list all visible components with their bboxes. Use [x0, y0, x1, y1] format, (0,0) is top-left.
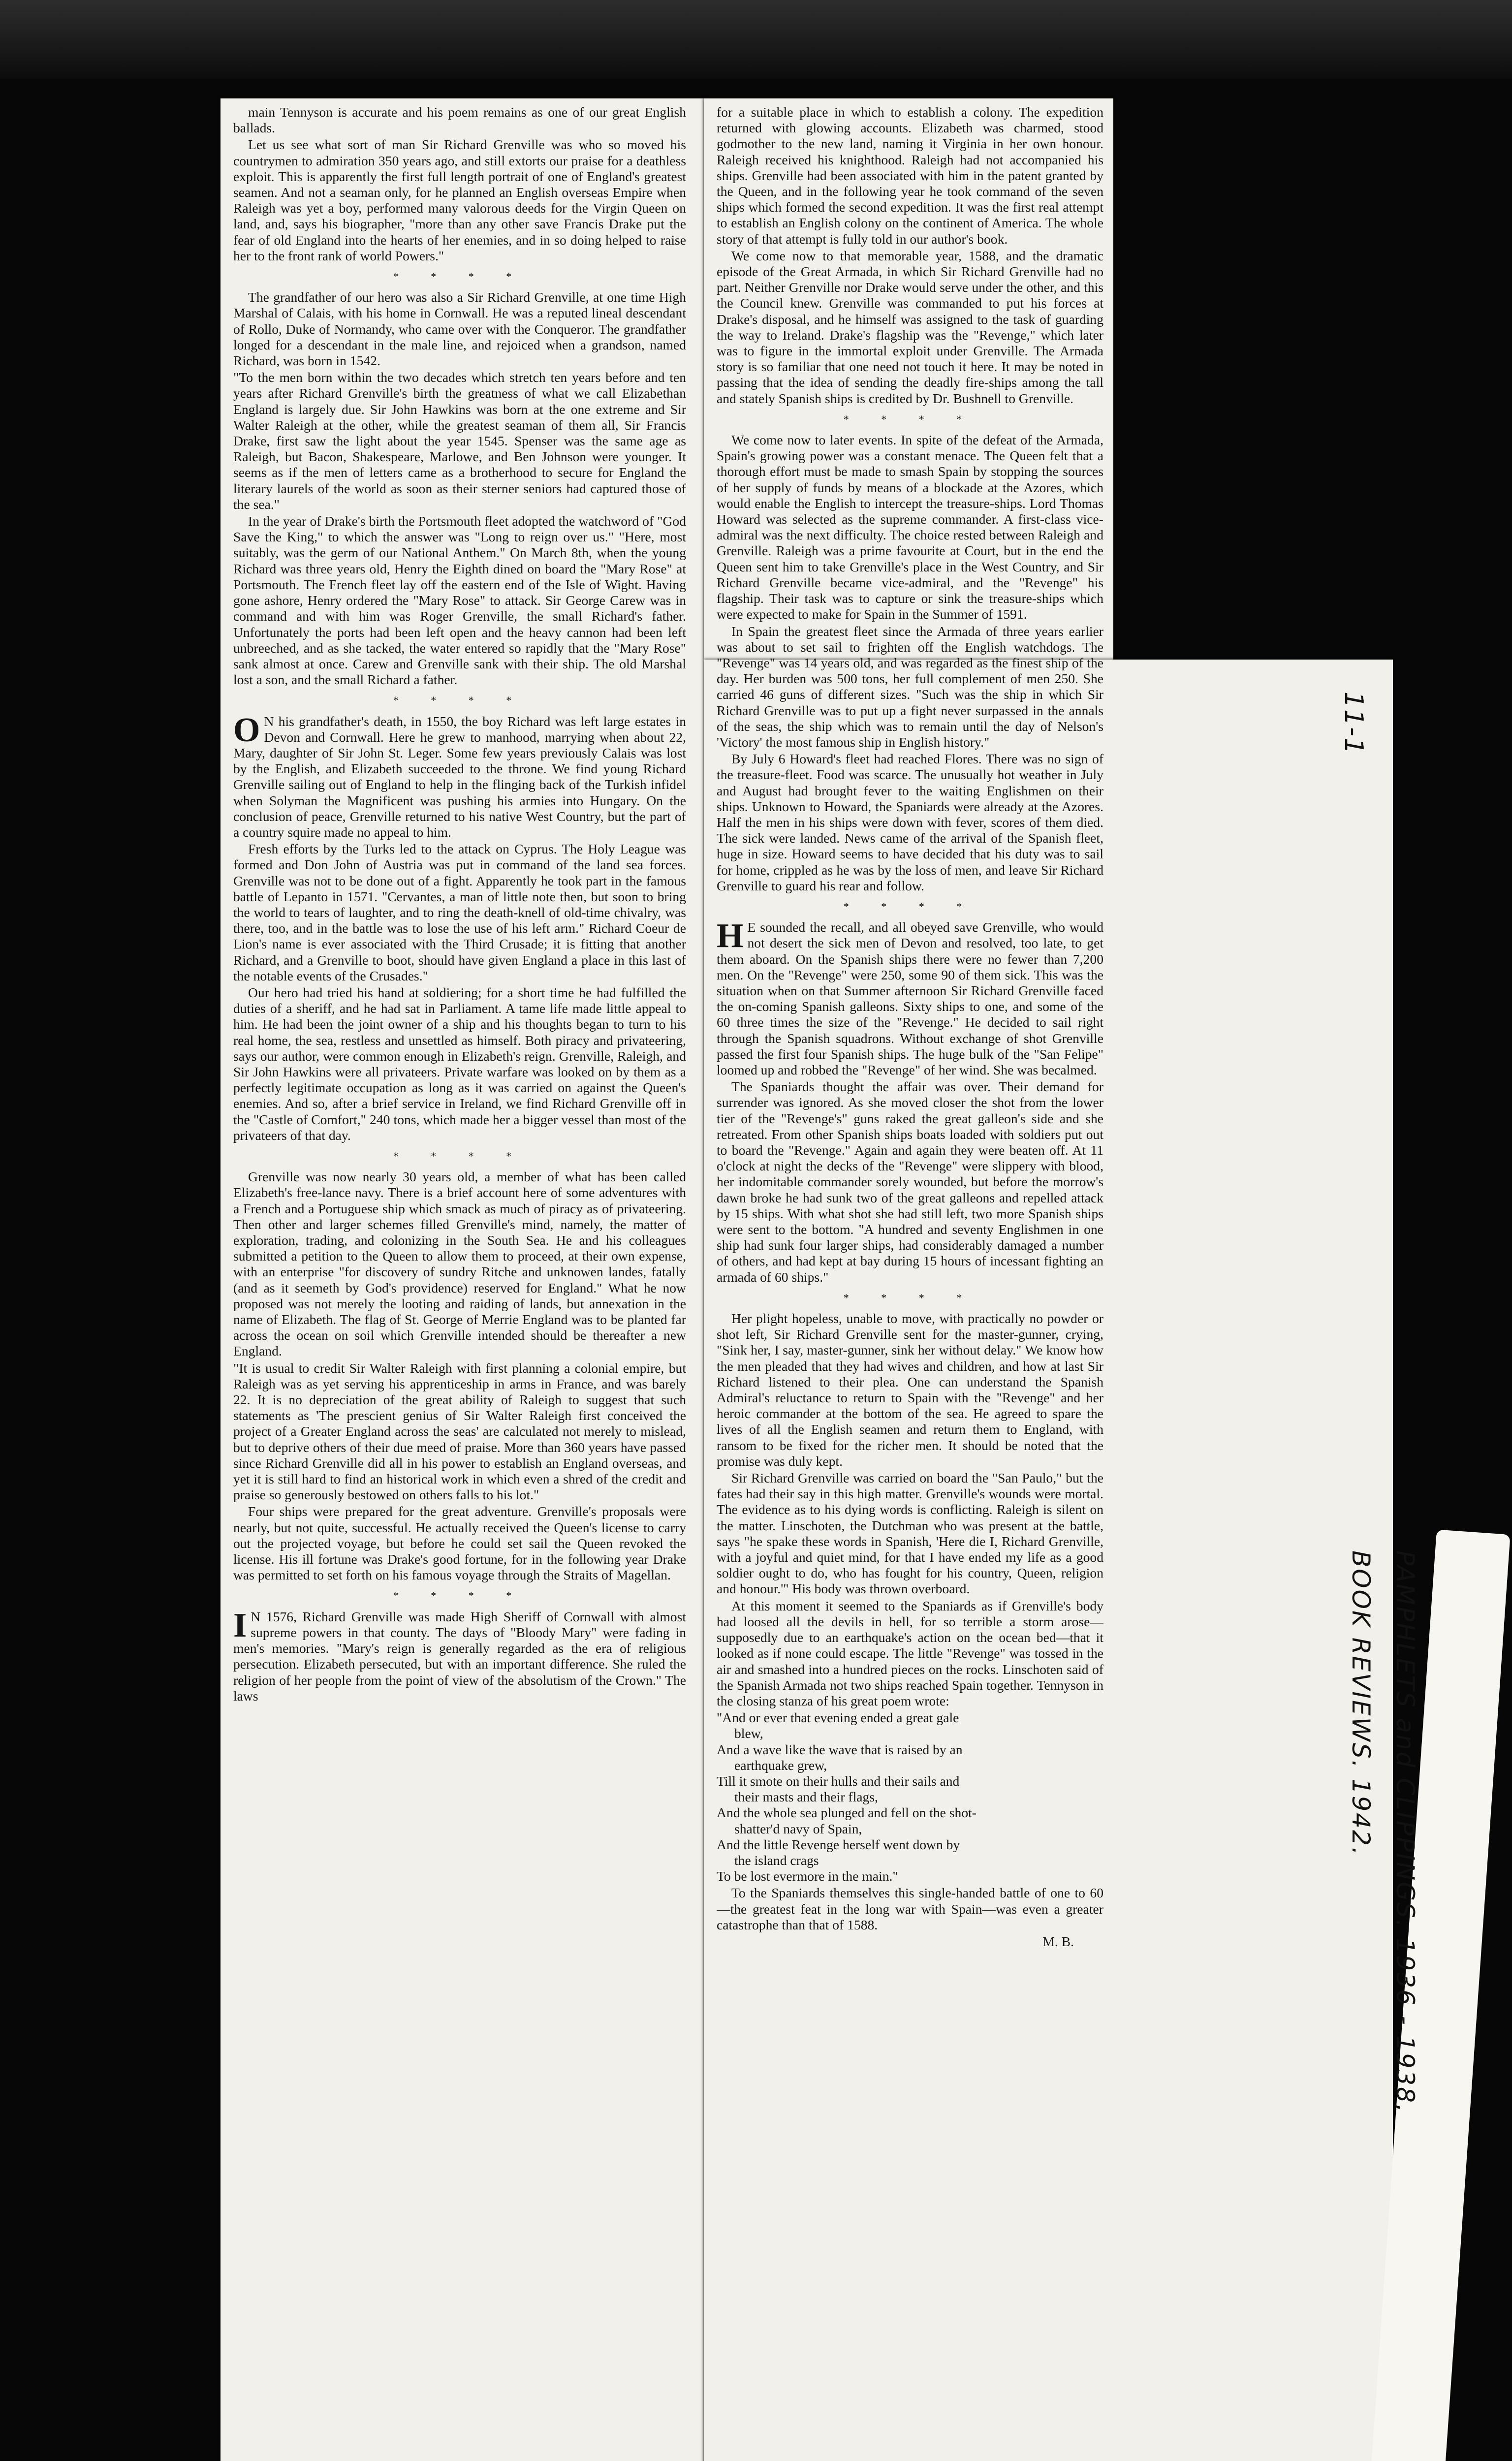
paragraph-with-dropcap: [717, 919, 1103, 1078]
paragraph: The grandfather of our hero was also a Sir Richard Grenville, at one time High Marshal of Calais, with his home in Cornwall. He was a reputed lineal descendant of Rollo, Duke of Normandy, who came over with the Conqueror. The grandfather longed for a descendant in the male line, and rejoiced when a grandson, named Richard, was born in 1542.: [233, 289, 686, 369]
block-quote: "To the men born within the two decades which stretch ten years before and ten years after Richard Grenville's birth the greatness of what we call Elizabethan England is largely due. Sir John Hawkins was born at the one extreme and Sir Walter Raleigh at the other, while the greatest seaman of them all, Sir Francis Drake, first saw the light about the year 1545. Spenser was the same age as Raleigh, but Bacon, Shakespeare, Marlowe, and Ben Johnson were younger. It seems as if the men of letters came as a brotherhood to secure for England the literary laurels of the world as soon as their sterner seniors had captured those of the sea.": [233, 370, 686, 512]
section-divider: * * * *: [843, 1291, 977, 1304]
paragraph: We come now to later events. In spite of the defeat of the Armada, Spain's growing power was a constant menace. The Queen felt that a thorough effort must be made to smash Spain by stopping the sources of her supply of funds by means of a blockade at the Azores, which would enable the English to intercept the treasure-ships. Lord Thomas Howard was selected as the supreme commander. A first-class vice-admiral was the next difficulty. The choice rested between Raleigh and Grenville. Raleigh was a prime favourite at Court, but in the end the Queen sent him to take Grenville's place in the West Country, and Sir Richard Grenville became vice-admiral, and the "Revenge" his flagship. Their task was to capture or sink the treasure-ships which were expected to make for Spain in the Summer of 1591.: [717, 432, 1103, 622]
paragraph-text: E sounded the recall, and all obeyed save Grenville, who would not desert the sick men of Devon and resolved, too late, to get them aboard. On the Spanish ships there were no fewer than 7,200 men. On the "Revenge" were 250, some 90 of them sick. This was the situation when on that Summer afternoon Sir Richard Grenville faced the on-coming Spanish galleons. Sixty ships to one, and some of the 60 three times the size of the "Revenge." He decided to sail right through the Spanish squadrons. Without exchange of shot Grenville passed the first four Spanish ships. The huge bulk of the "San Felipe" loomed up and robbed the "Revenge" of her wind. She was becalmed.: [717, 919, 1103, 1077]
section-divider: * * * *: [843, 412, 977, 425]
paragraph: main Tennyson is accurate and his poem remains as one of our great English ballads.: [233, 104, 686, 136]
side-label-line: PAMPHLETS and CLIPPINGS. 1936 - 1938,: [1391, 1550, 1419, 2114]
poem-line: Till it smote on their hulls and their sails and: [717, 1773, 960, 1789]
poem-line: And a wave like the wave that is raised by an: [717, 1741, 963, 1757]
poem-line: And the whole sea plunged and fell on the shot-: [717, 1805, 976, 1821]
side-label-line: BOOK REVIEWS. 1942.: [1347, 1550, 1375, 1857]
poem-line: earthquake grew,: [734, 1757, 827, 1773]
handwritten-side-label: [1339, 1550, 1427, 2114]
block-quote: "It is usual to credit Sir Walter Raleigh with first planning a colonial empire, but Raleigh was as yet serving his apprenticeship in arms in France, and was barely 22. It is no depreciation of the great ability of Raleigh to suggest that such statements as 'The prescient genius of Sir Walter Raleigh first conceived the project of a Greater England across the seas' are calculated not merely to mislead, but to deprive others of their due meed of praise. More than 360 years have passed since Richard Grenville did all in his power to establish an England overseas, and yet it is still hard to find an historical work in which even a shred of the credit and praise so generously bestowed on others falls to his lot.": [233, 1360, 686, 1503]
paragraph-with-dropcap: [233, 711, 686, 841]
poem-line: their masts and their flags,: [734, 1789, 878, 1805]
paragraph: In Spain the greatest fleet since the Armada of three years earlier was about to set sail to frighten off the English watchdogs. The "Revenge" was 14 years old, and was regarded as the finest ship of the day. Her burden was 500 tons, her full complement of men 250. She carried 46 guns of different sizes. "Such was the ship in which Sir Richard Grenville was to put up a fight never surpassed in the annals of the seas, the ship which was to remain until the day of Nelson's 'Victory' the most famous ship in English history.": [717, 623, 1103, 750]
handwritten-page-number: 11-1: [1339, 692, 1368, 756]
paragraph: Let us see what sort of man Sir Richard Grenville was who so moved his countrymen to admiration 350 years ago, and still extorts our praise for a deathless exploit. This is apparently the first full length portrait of one of England's greatest seamen. And not a seaman only, for he planned an English overseas Empire when Raleigh was yet a boy, performed many valorous deeds for the Virgin Queen on land, and, says his biographer, "more than any other save Francis Drake put the fear of old England into the hearts of her enemies, and in so doing helped to raise her to the front rank of world Powers.": [233, 137, 686, 263]
paragraph: At this moment it seemed to the Spaniards as if Grenville's body had loosed all the devils in hell, for so terrible a storm arose—supposedly due to an earthquake's action on the ocean bed—that it looked as if none could escape. The little "Revenge" was tossed in the air and smashed into a hundred pieces on the rocks. Linschoten said of the Spanish Armada not two ships reached Spain together. Tennyson in the closing stanza of his great poem wrote:: [717, 1598, 1103, 1708]
paragraph-with-dropcap: [233, 1606, 686, 1704]
paragraph: Fresh efforts by the Turks led to the attack on Cyprus. The Holy League was formed and Don John of Austria was put in command of the land sea forces. Grenville was not to be done out of a fight. Apparently he took part in the famous battle of Lepanto in 1571. "Cervantes, a man of little note then, but soon to bring the world to tears of laughter, and to ring the death-knell of old-time chivalry, was there, too, and in the battle was to lose the use of his left arm." Richard Coeur de Lion's name is ever associated with the Third Crusade; it is fitting that another Richard, and a Grenville to boot, should have given England a place in this last of the notable events of the Crusades.": [233, 841, 686, 983]
drop-cap: O: [233, 711, 260, 749]
section-divider: * * * *: [393, 1589, 527, 1602]
drop-cap: H: [717, 917, 744, 955]
paragraph: By July 6 Howard's fleet had reached Flores. There was no sign of the treasure-fleet. Food was scarce. The unusually hot weather in July and August had brought fever to the waiting Englishmen on their ships. Unknown to Howard, the Spaniards were already at the Azores. Half the men in his ships were down with fever, scores of them died. The sick were landed. News came of the arrival of the Spanish fleet, huge in size. Howard seems to have decided that his duty was to sail for home, crippled as he was by the loss of men, and leave Sir Richard Grenville to guard his rear and follow.: [717, 751, 1103, 893]
poem-line: the island crags: [734, 1852, 819, 1868]
poem-line: To be lost evermore in the main.": [717, 1868, 898, 1884]
poem-line: "And or ever that evening ended a great gale: [717, 1710, 959, 1726]
paragraph: We come now to that memorable year, 1588, and the dramatic episode of the Great Armada, in which Sir Richard Grenville had no part. Neither Grenville nor Drake would serve under the other, and this the Council knew. Grenville was commanded to put his forces at Drake's disposal, and he himself was assigned to the task of guarding the way to Ireland. Drake's flagship was the "Revenge," which later was to figure in the immortal exploit under Grenville. The Armada story is so familiar that one need not touch it here. It may be noted in passing that the idea of sending the deadly fire-ships among the tall and stately Spanish ships is credited by Dr. Bushnell to Grenville.: [717, 248, 1103, 406]
paragraph-text: N his grandfather's death, in 1550, the boy Richard was left large estates in Devon and Cornwall. Here he grew to manhood, marrying when about 22, Mary, daughter of Sir John St. Leger. Some few years previously Calais was lost by the English, and Elizabeth succeeded to the throne. We find young Richard Grenville sailing out of England to help in the flinging back of the Turkish infidel when Solyman the Magnificent was pushing his armies into Hungary. On the conclusion of peace, Grenville returned to his native West Country, but the part of a country squire made no appeal to him.: [233, 713, 686, 840]
paragraph: To the Spaniards themselves this single-handed battle of one to 60—the greatest feat in the long war with Spain—was even a greater catastrophe than that of 1588.: [717, 1885, 1103, 1932]
poem-stanza: [717, 1710, 1103, 1884]
section-divider: * * * *: [843, 900, 977, 913]
article-column-left: [233, 104, 686, 2461]
paragraph: Our hero had tried his hand at soldiering; for a short time he had fulfilled the duties of a sheriff, and he had sat in Parliament. A tame life made little appeal to him. He had been the joint owner of a ship and his thoughts began to turn to his real home, the sea, restless and unsettled as himself. Both piracy and privateering, says our author, were common enough in Elizabeth's reign. Grenville, Raleigh, and Sir John Hawkins were all privateers. Private warfare was looked on by them as a perfectly legitimate occupation as long as it was carried on against the Queen's enemies. And so, after a brief service in Ireland, we find Richard Grenville off in the "Castle of Comfort," 240 tons, which made her a bigger vessel than most of the privateers of that day.: [233, 984, 686, 1143]
article-column-right: [717, 104, 1103, 2461]
poem-line: And the little Revenge herself went down by: [717, 1836, 960, 1852]
paragraph: The Spaniards thought the affair was over. Their demand for surrender was ignored. As she moved closer the shot from the lower tier of the "Revenge's" guns raked the great galleon's side and she retreated. From other Spanish ships boats loaded with soldiers put out to board the "Revenge." Again and again they were beaten off. At 11 o'clock at night the decks of the "Revenge" were slippery with blood, her indomitable commander sorely wounded, but before the morrow's dawn broke he had sunk two of the great galleons and repelled attack by 15 ships. With what shot she had still left, two more Spanish ships were sent to the bottom. "A hundred and seventy Englishmen in one ship had sunk four larger ships, had considerably damaged a number of others, and had kept at bay during 15 hours of incessant fighting an armada of 60 ships.": [717, 1079, 1103, 1285]
paragraph: for a suitable place in which to establish a colony. The expedition returned with glowing accounts. Elizabeth was charmed, stood godmother to the new land, naming it Virginia in her own honour. Raleigh received his knighthood. Raleigh had not accompanied his ships. Grenville had been associated with him in the patent granted by the Queen, and in the following year he took command of the seven ships which formed the second expedition. It was the first real attempt to establish an English colony on the continent of America. The whole story of that attempt is fully told in our author's book.: [717, 104, 1103, 247]
paragraph: Sir Richard Grenville was carried on board the "San Paulo," but the fates had their say in this high matter. Grenville's wounds were mortal. The evidence as to his dying words is conflicting. Raleigh is silent on the matter. Linschoten, the Dutchman who was present at the battle, says "he spake these words in Spanish, 'Here die I, Richard Grenville, with a joyful and quiet mind, for that I have ended my life as a good soldier ought to do, who has fought for his country, Queen, religion and honour.'" His body was thrown overboard.: [717, 1470, 1103, 1597]
scan-top-band: [0, 0, 1512, 79]
paragraph: In the year of Drake's birth the Portsmouth fleet adopted the watchword of "God Save the King," to which the answer was "Long to reign over us." "Here, most suitably, was the germ of our National Anthem." On March 8th, when the young Richard was three years old, Henry the Eighth dined on board the "Mary Rose" at Portsmouth. The French fleet lay off the eastern end of the Isle of Wight. Having gone ashore, Henry ordered the "Mary Rose" to attack. Sir George Carew was in command and with him was Roger Grenville, the small Richard's father. Unfortunately the ports had been left open and the heavy cannon had been left unbreeched, and as she tacked, the water entered so rapidly that the "Mary Rose" sank almost at once. Carew and Grenville sank with their ship. The old Marshal lost a son, and the small Richard a father.: [233, 513, 686, 688]
poem-line: blew,: [734, 1726, 763, 1741]
drop-cap: I: [233, 1606, 247, 1644]
section-divider: * * * *: [393, 270, 527, 283]
section-divider: * * * *: [393, 1150, 527, 1162]
paragraph: Four ships were prepared for the great adventure. Grenville's proposals were nearly, but not quite, successful. He actually received the Queen's license to carry out the projected voyage, but before he could set sail the Queen revoked the license. His ill fortune was Drake's good fortune, for in the following year Drake was permitted to set forth on his famous voyage through the Straits of Magellan.: [233, 1504, 686, 1583]
paragraph: Grenville was now nearly 30 years old, a member of what has been called Elizabeth's free-lance navy. There is a brief account here of some adventures with a French and a Portuguese ship which smack as much of piracy as of privateering. Then other and larger schemes filled Grenville's mind, namely, the matter of exploration, trading, and colonizing in the South Sea. He and his colleagues submitted a petition to the Queen to allow them to proceed, at their own expense, with an enterprise "for discovery of sundry Ritche and unknowen landes, fatally (and as it seemeth by God's providence) reserved for England." What he now proposed was not merely the looting and raiding of lands, but annexation in the name of Elizabeth. The flag of St. George of Merrie England was to be planted far across the ocean on soil which Grenville intended should be thereafter a new England.: [233, 1169, 686, 1359]
section-divider: * * * *: [393, 694, 527, 707]
poem-line: shatter'd navy of Spain,: [734, 1821, 862, 1836]
author-initials: M. B.: [1042, 1933, 1074, 1949]
paragraph-text: N 1576, Richard Grenville was made High Sheriff of Cornwall with almost supreme powers in that county. The days of "Bloody Mary" were fading in men's memories. "Mary's reign is generally regarded as the era of religious persecution. Elizabeth persecuted, but with an important difference. She ruled the religion of her people from the point of view of the absolutism of the Crown." The laws: [233, 1609, 686, 1704]
paragraph: Her plight hopeless, unable to move, with practically no powder or shot left, Sir Richard Grenville sent for the master-gunner, crying, "Sink her, I say, master-gunner, sink her without delay." We know how the men pleaded that they had wives and children, and how at last Sir Richard listened to their plea. One can understand the Spanish Admiral's reluctance to return to Spain with the "Revenge" and her heroic commander at the bottom of the sea. He agreed to spare the lives of all the English seamen and return them to England, with ransom to be fixed for the richer men. It should be noted that the promise was duly kept.: [717, 1311, 1103, 1469]
